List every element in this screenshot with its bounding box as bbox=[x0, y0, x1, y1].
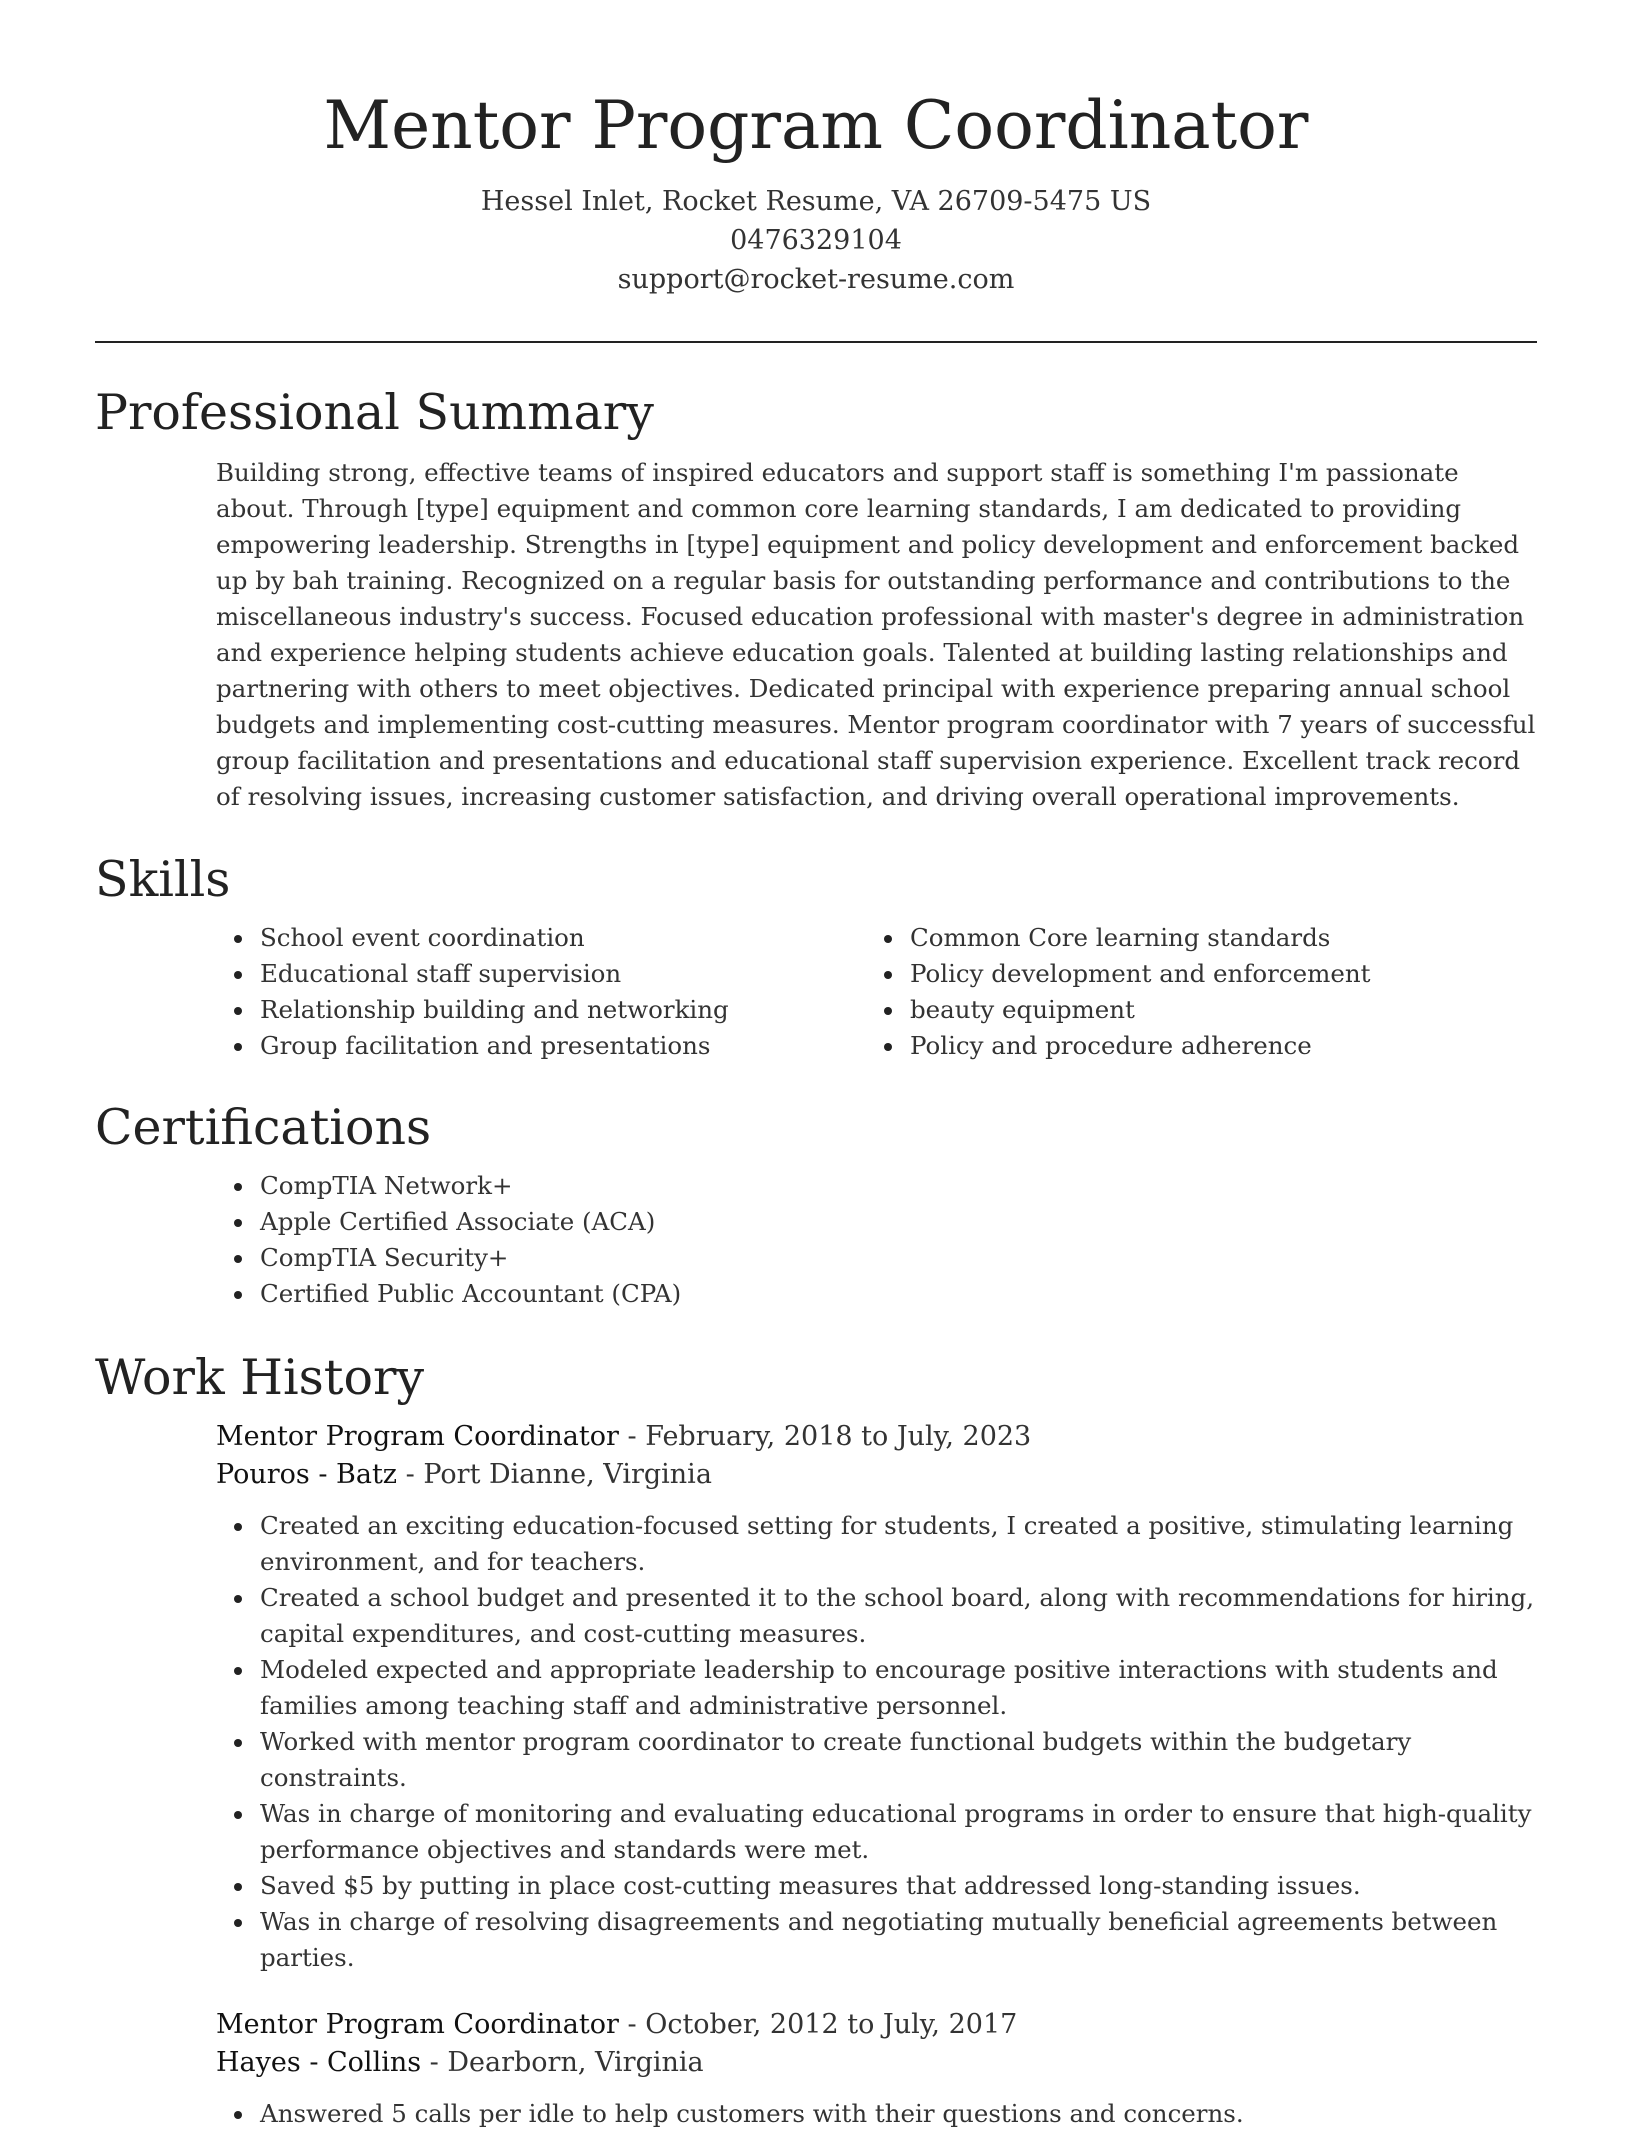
certification-item: CompTIA Network+ bbox=[260, 1168, 1537, 1204]
job-location: - Port Dianne, Virginia bbox=[397, 1459, 712, 1490]
skills-section bbox=[95, 849, 1537, 1064]
skills-list-left bbox=[216, 920, 866, 1064]
skill-item: Policy development and enforcement bbox=[910, 956, 1516, 992]
contact-block bbox=[0, 182, 1632, 299]
job-bullet: Worked with mentor program coordinator to create functional budgets within the budgetary constraints. bbox=[260, 1724, 1537, 1796]
skills-list-right bbox=[866, 920, 1516, 1064]
skills-heading: Skills bbox=[95, 851, 231, 908]
summary-heading: Professional Summary bbox=[95, 384, 654, 441]
job-company: Hayes - Collins bbox=[216, 2047, 422, 2078]
job-role: Mentor Program Coordinator bbox=[216, 1421, 619, 1452]
certifications-heading: Certifications bbox=[95, 1099, 432, 1156]
job-bullet: Was in charge of resolving disagreements and negotiating mutually beneficial agreements between parties. bbox=[260, 1904, 1537, 1976]
certification-item: Certified Public Accountant (CPA) bbox=[260, 1276, 1537, 1312]
resume-name: Mentor Program Coordinator bbox=[323, 87, 1309, 164]
header-divider bbox=[95, 341, 1537, 343]
summary-text: Building strong, effective teams of inspired educators and support staff is something I'm passionate about. Through [type] equipment and common core learning standards, I am dedicated to providing empowering leadership. Strengths in [type] equipment and policy development and enforcement backed up by bah training. Recognized on a regular basis for outstanding performance and contributions to the miscellaneous industry's success. Focused education professional with master's degree in administration and experience helping students achieve education goals. Talented at building lasting relationships and partnering with others to meet objectives. Dedicated principal with experience preparing annual school budgets and implementing cost-cutting measures. Mentor program coordinator with 7 years of successful group facilitation and presentations and educational staff supervision experience. Excellent track record of resolving issues, increasing customer satisfaction, and driving overall operational improvements. bbox=[216, 458, 1536, 811]
skill-item: Educational staff supervision bbox=[260, 956, 866, 992]
job-bullets bbox=[216, 1508, 1537, 1976]
job-bullet: Was in charge of monitoring and evaluating educational programs in order to ensure that high-quality performance objectives and standards were met. bbox=[260, 1796, 1537, 1868]
job-entry bbox=[216, 1418, 1537, 1976]
job-location: - Dearborn, Virginia bbox=[421, 2047, 704, 2078]
job-role: Mentor Program Coordinator bbox=[216, 2009, 619, 2040]
skill-item: Policy and procedure adherence bbox=[910, 1028, 1516, 1064]
skill-item: School event coordination bbox=[260, 920, 866, 956]
contact-email: support@rocket-resume.com bbox=[617, 264, 1015, 295]
job-bullet: Created an exciting education-focused setting for students, I created a positive, stimulating learning environment, and for teachers. bbox=[260, 1508, 1537, 1580]
job-company-line bbox=[216, 1456, 1537, 1494]
job-bullet: Saved $5 by putting in place cost-cutting measures that addressed long-standing issues. bbox=[260, 1868, 1537, 1904]
summary-section bbox=[95, 382, 1537, 815]
job-company: Pouros - Batz bbox=[216, 1459, 398, 1490]
skills-column-left bbox=[216, 920, 866, 1064]
skills-grid bbox=[216, 920, 1537, 1064]
skill-item: Group facilitation and presentations bbox=[260, 1028, 866, 1064]
job-bullets bbox=[216, 2096, 1537, 2132]
skill-item: beauty equipment bbox=[910, 992, 1516, 1028]
job-bullet: Created a school budget and presented it to the school board, along with recommendations for hiring, capital expenditures, and cost-cutting measures. bbox=[260, 1580, 1537, 1652]
certifications-list-wrap bbox=[216, 1168, 1537, 1312]
work-history-section bbox=[95, 1347, 1537, 2132]
certifications-list bbox=[216, 1168, 1537, 1312]
skill-item: Relationship building and networking bbox=[260, 992, 866, 1028]
resume-header bbox=[0, 0, 1632, 299]
contact-phone: 0476329104 bbox=[730, 225, 902, 256]
certification-item: Apple Certified Associate (ACA) bbox=[260, 1204, 1537, 1240]
certification-item: CompTIA Security+ bbox=[260, 1240, 1537, 1276]
skill-item: Common Core learning standards bbox=[910, 920, 1516, 956]
certifications-section bbox=[95, 1097, 1537, 1312]
job-title-line bbox=[216, 1418, 1537, 1456]
job-bullet: Modeled expected and appropriate leadership to encourage positive interactions with students and families among teaching staff and administrative personnel. bbox=[260, 1652, 1537, 1724]
job-company-line bbox=[216, 2044, 1537, 2082]
job-entry bbox=[216, 2006, 1537, 2132]
contact-address: Hessel Inlet, Rocket Resume, VA 26709-5475 US bbox=[480, 186, 1152, 217]
skills-column-right bbox=[866, 920, 1516, 1064]
job-bullet: Answered 5 calls per idle to help customers with their questions and concerns. bbox=[260, 2096, 1537, 2132]
work-history-heading: Work History bbox=[95, 1349, 425, 1406]
job-dates: - February, 2018 to July, 2023 bbox=[618, 1421, 1032, 1452]
job-dates: - October, 2012 to July, 2017 bbox=[618, 2009, 1018, 2040]
job-title-line bbox=[216, 2006, 1537, 2044]
